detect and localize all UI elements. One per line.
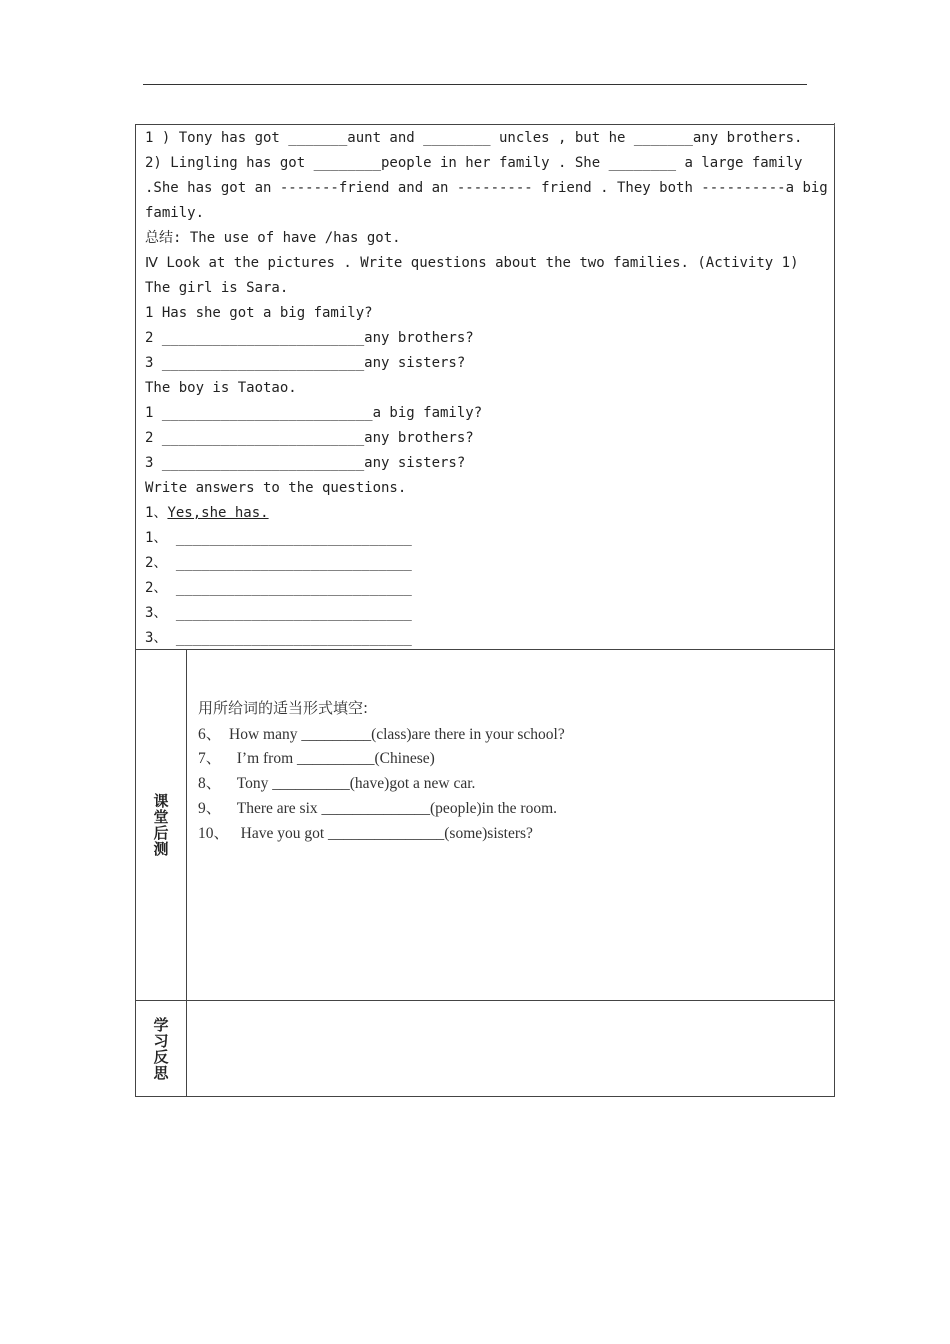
worksheet-table	[135, 124, 835, 1097]
exercise-line: The boy is Taotao.	[145, 380, 297, 396]
reflection-content	[187, 1001, 834, 1096]
exercise-line: 3 ________________________any sisters?	[145, 355, 466, 371]
test-item: 10、 Have you got _______________(some)sisters?	[198, 825, 533, 842]
answer-example	[145, 501, 269, 526]
corner-mark	[834, 123, 837, 127]
activity-heading: Ⅳ Look at the pictures . Write questions about the two families. (Activity 1)	[145, 255, 799, 271]
post-class-test-content	[187, 650, 834, 1000]
answer-line: 2、 ____________________________	[145, 555, 412, 571]
section-label: 课堂后测	[151, 793, 170, 857]
exercise-line: Write answers to the questions.	[145, 480, 407, 496]
exercise-line: 1 ) Tony has got _______aunt and ________ uncles , but he _______any brothers.	[145, 130, 803, 146]
test-item: 9、 There are six ______________(people)in the room.	[198, 800, 557, 817]
answer-line: 2、 ____________________________	[145, 580, 412, 596]
summary-line: 总结: The use of have /has got.	[145, 230, 401, 246]
reflection-section	[136, 1001, 834, 1096]
answer-line: 1、 ____________________________	[145, 530, 412, 546]
exercise-line: .She has got an -------friend and an --------- friend . They both ----------a big	[145, 180, 828, 196]
header-rule	[143, 84, 807, 85]
exercise-line: The girl is Sara.	[145, 280, 289, 296]
answer-example-text: Yes,she has.	[167, 505, 269, 521]
answer-number: 1、	[145, 505, 168, 521]
answer-line: 3、 ____________________________	[145, 605, 412, 621]
exercise-line: 2 ________________________any brothers?	[145, 330, 474, 346]
exercise-line: 2) Lingling has got ________people in her family . She ________ a large family	[145, 155, 803, 171]
section-label-cell	[136, 650, 187, 1000]
exercise-section	[136, 125, 834, 650]
exercise-line: 2 ________________________any brothers?	[145, 430, 474, 446]
section-label: 学习反思	[151, 1016, 170, 1081]
exercise-line: 1 Has she got a big family?	[145, 305, 373, 321]
exercise-line: 3 ________________________any sisters?	[145, 455, 466, 471]
answer-line: 3、 ____________________________	[145, 630, 412, 646]
test-item: 6、 How many _________(class)are there in your school?	[198, 726, 565, 743]
exercise-line: family.	[145, 205, 205, 221]
section-label-cell	[136, 1001, 187, 1096]
test-title: 用所给词的适当形式填空:	[198, 699, 369, 717]
test-item: 8、 Tony __________(have)got a new car.	[198, 775, 476, 792]
exercise-line: 1 _________________________a big family?	[145, 405, 483, 421]
post-class-test-section	[136, 650, 834, 1001]
test-item: 7、 I’m from __________(Chinese)	[198, 750, 435, 767]
